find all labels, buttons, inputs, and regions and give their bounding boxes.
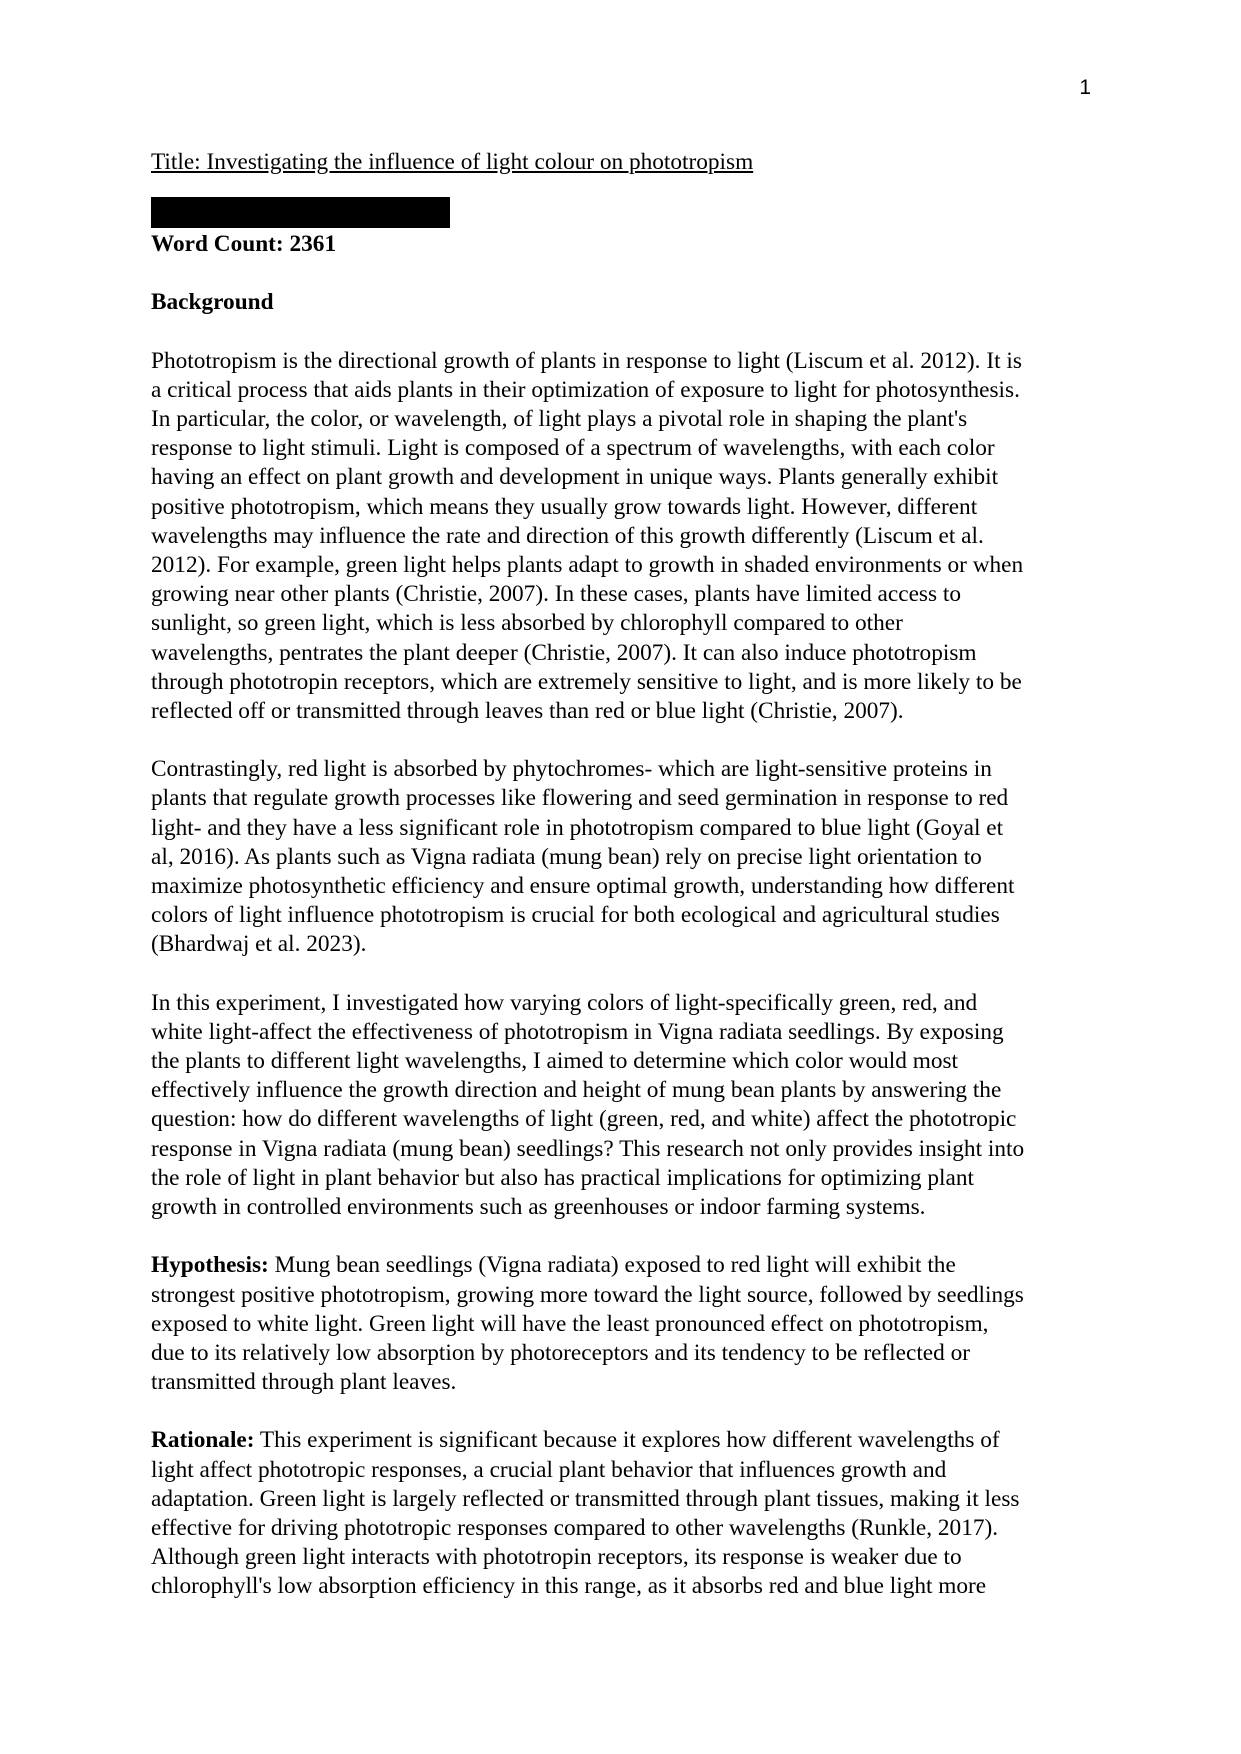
rationale-label: Rationale: [151,1427,255,1454]
text-line: effective for driving phototropic responses compared to other wavelengths (Runkle, 2017). [151,1514,999,1541]
text-line: wavelengths may influence the rate and direction of this growth differently (Liscum et al. [151,522,984,549]
text-line: light- and they have a less significant role in phototropism compared to blue light (Goyal et [151,814,1004,841]
text-line: strongest positive phototropism, growing more toward the light source, followed by seedlings [151,1281,1024,1308]
background-paragraph-2 [151,755,1096,959]
text-line: transmitted through plant leaves. [151,1369,457,1396]
text-line: question: how do different wavelengths of light (green, red, and white) affect the phototropic [151,1106,1017,1133]
text-line: colors of light influence phototropism is crucial for both ecological and agricultural studies [151,902,1000,929]
text-line: due to its relatively low absorption by photoreceptors and its tendency to be reflected or [151,1339,971,1366]
text-line: chlorophyll's low absorption efficiency in this range, as it absorbs red and blue light more [151,1573,987,1600]
text-line: plants that regulate growth processes like flowering and seed germination in response to red [151,785,1009,812]
text-line: response in Vigna radiata (mung bean) seedlings? This research not only provides insight into [151,1135,1025,1162]
text-line: al, 2016). As plants such as Vigna radiata (mung bean) rely on precise light orientation to [151,843,982,870]
text-line: Although green light interacts with phototropin receptors, its response is weaker due to [151,1544,962,1571]
hypothesis-text: Mung bean seedlings (Vigna radiata) exposed to red light will exhibit the [268,1252,956,1279]
text-line [151,1426,1096,1455]
text-line: exposed to white light. Green light will have the least pronounced effect on phototropism, [151,1310,989,1337]
text-line: wavelengths, pentrates the plant deeper (Christie, 2007). It can also induce phototropism [151,639,977,666]
text-line: response to light stimuli. Light is composed of a spectrum of wavelengths, with each color [151,435,995,462]
rationale-paragraph [151,1426,1096,1601]
word-count: Word Count: 2361 [151,231,337,258]
text-line: positive phototropism, which means they usually grow towards light. However, different [151,493,978,520]
text-line: the role of light in plant behavior but also has practical implications for optimizing plant [151,1164,974,1191]
hypothesis-paragraph [151,1251,1096,1397]
text-line: a critical process that aids plants in their optimization of exposure to light for photosynthesis. [151,376,1020,403]
text-line: Phototropism is the directional growth of plants in response to light (Liscum et al. 2012). It is [151,347,1022,374]
text-line: reflected off or transmitted through leaves than red or blue light (Christie, 2007). [151,698,904,725]
text-line: the plants to different light wavelengths, I aimed to determine which color would most [151,1048,959,1075]
text-line: growing near other plants (Christie, 2007). In these cases, plants have limited access to [151,581,961,608]
text-line: Contrastingly, red light is absorbed by phytochromes- which are light-sensitive proteins in [151,756,992,783]
text-line: white light-affect the effectiveness of phototropism in Vigna radiata seedlings. By exposing [151,1018,1004,1045]
text-line: growth in controlled environments such as greenhouses or indoor farming systems. [151,1194,926,1221]
hypothesis-label: Hypothesis: [151,1252,269,1279]
text-line: sunlight, so green light, which is less absorbed by chlorophyll compared to other [151,610,903,637]
text-line: In particular, the color, or wavelength, of light plays a pivotal role in shaping the plant's [151,406,968,433]
document-title: Title: Investigating the influence of light colour on phototropism [151,149,754,175]
text-line [151,1251,1096,1280]
rationale-text: This experiment is significant because it explores how different wavelengths of [254,1427,1000,1454]
text-line: 2012). For example, green light helps plants adapt to growth in shaded environments or when [151,552,1024,579]
text-line: through phototropin receptors, which are extremely sensitive to light, and is more likely to be [151,668,1022,695]
redacted-author-block [151,197,450,228]
text-line: In this experiment, I investigated how varying colors of light-specifically green, red, and [151,989,978,1016]
text-line: effectively influence the growth direction and height of mung bean plants by answering the [151,1077,1002,1104]
background-paragraph-1 [151,347,1096,727]
page-number: 1 [1079,76,1091,99]
background-heading: Background [151,289,274,316]
text-line: light affect phototropic responses, a crucial plant behavior that influences growth and [151,1456,947,1483]
background-paragraph-3 [151,989,1096,1223]
text-line: adaptation. Green light is largely reflected or transmitted through plant tissues, making it less [151,1485,1020,1512]
text-line: maximize photosynthetic efficiency and ensure optimal growth, understanding how different [151,873,1015,900]
text-line: (Bhardwaj et al. 2023). [151,931,367,958]
text-line: having an effect on plant growth and development in unique ways. Plants generally exhibit [151,464,999,491]
document-body [151,148,1096,1602]
